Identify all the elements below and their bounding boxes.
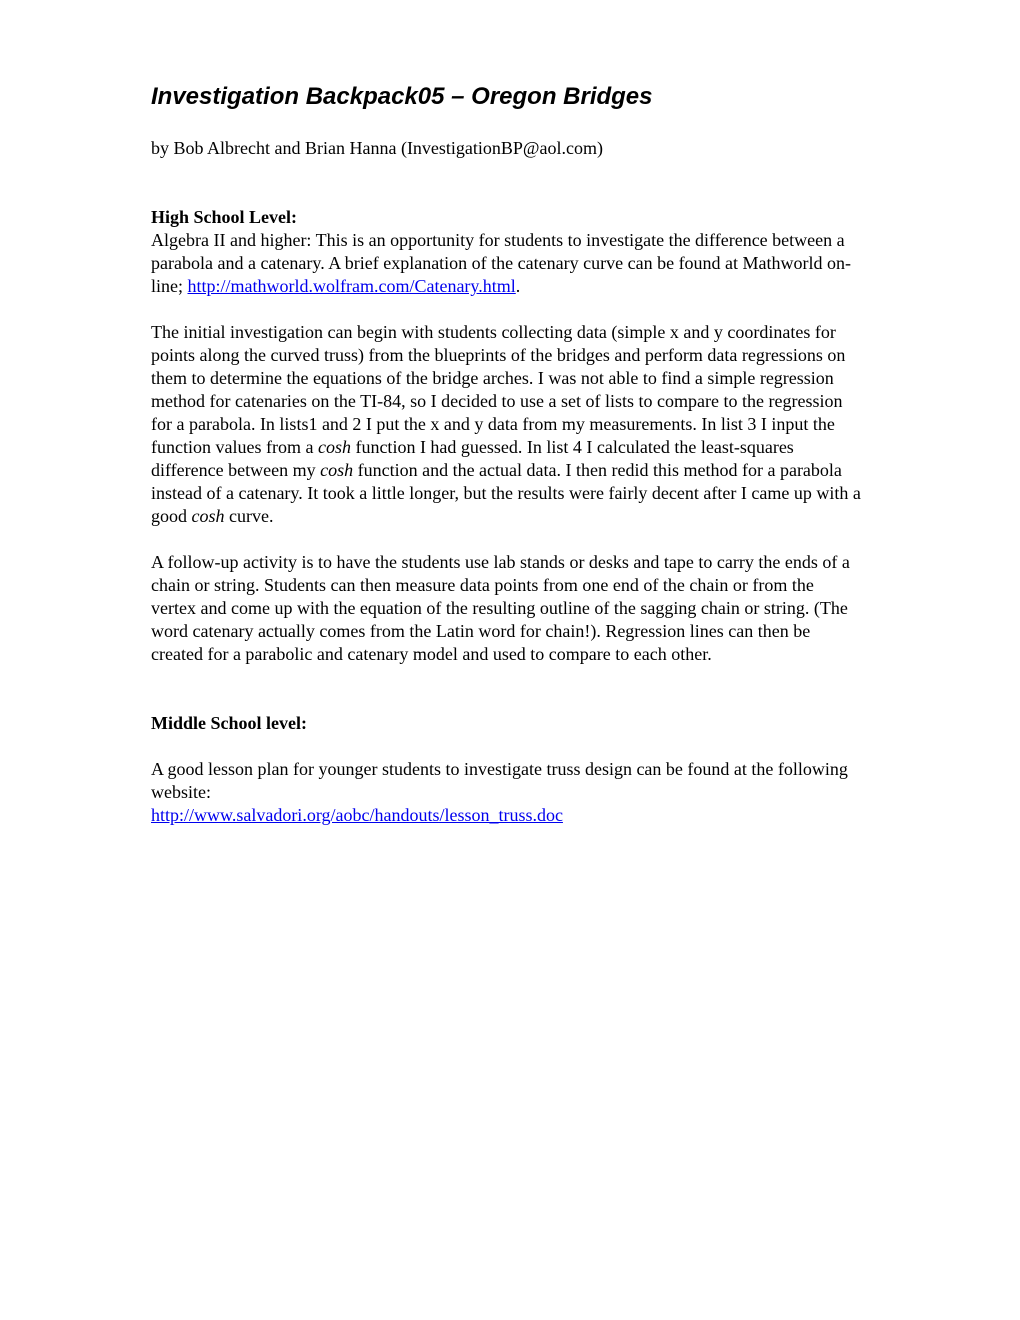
follow-up-paragraph: A follow-up activity is to have the students use lab stands or desks and tape to carry the ends of a chain or string. Students can then measure data points from one end of the chain or from the vertex and come up with the equation of the resulting outline of the sagging chain or string. (The word catenary actually comes from the Latin word for chain!). Regression lines can then be created for a parabolic and catenary model and used to compare to each other. bbox=[151, 552, 850, 664]
cosh-term: cosh bbox=[320, 460, 354, 480]
cosh-term: cosh bbox=[317, 437, 351, 457]
mathworld-link[interactable]: http://mathworld.wolfram.com/Catenary.html bbox=[187, 276, 516, 296]
middle-school-paragraph: A good lesson plan for younger students to investigate truss design can be found at the following website: bbox=[151, 759, 848, 802]
high-school-heading: High School Level: bbox=[151, 207, 298, 227]
middle-school-heading: Middle School level: bbox=[151, 713, 307, 733]
salvadori-link[interactable]: http://www.salvadori.org/aobc/handouts/lesson_truss.doc bbox=[151, 805, 563, 825]
investigation-paragraph: The initial investigation can begin with students collecting data (simple x and y coordinates for points along the curved truss) from the blueprints of the bridges and perform data regressions on them to determine the equations of the bridge arches. I was not able to find a simple regression method for catenaries on the TI-84, so I decided to use a set of lists to compare to the regression for a parabola. In lists1 and 2 I put the x and y data from my measurements. In list 3 I input the function values from a cosh function I had guessed. In list 4 I calculated the least-squares difference between my cosh function and the actual data. I then redid this method for a parabola instead of a catenary. It took a little longer, but the results were fairly decent after I came up with a good cosh curve. bbox=[151, 322, 861, 526]
document-title: Investigation Backpack05 – Oregon Bridges bbox=[151, 83, 653, 110]
author-byline: by Bob Albrecht and Brian Hanna (InvestigationBP@aol.com) bbox=[151, 138, 603, 158]
document-page bbox=[151, 80, 863, 827]
cosh-term: cosh bbox=[191, 506, 225, 526]
high-school-intro bbox=[151, 229, 863, 298]
middle-school-link-line bbox=[151, 804, 863, 827]
intro-text: Algebra II and higher: This is an opportunity for students to investigate the difference between a parabola and a catenary. A brief explanation of the catenary curve can be found at Mathworld on-line; bbox=[151, 230, 852, 296]
intro-end: . bbox=[515, 276, 521, 296]
